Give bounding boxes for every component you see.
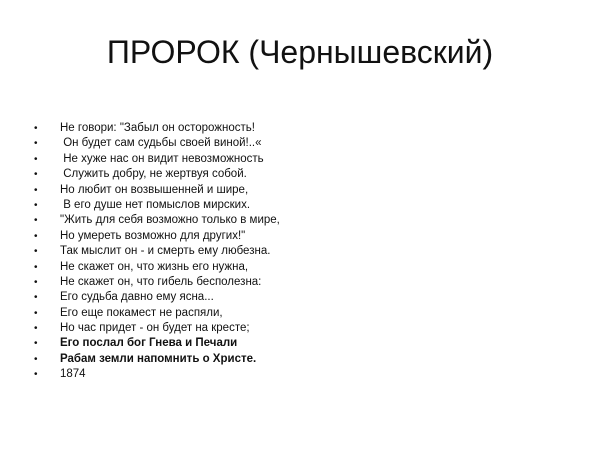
poem-line-text: Его еще покамест не распяли,: [60, 306, 223, 319]
poem-line: [34, 152, 574, 167]
bullet-icon: •: [34, 276, 38, 288]
poem-line: [34, 306, 574, 321]
poem-line: [34, 260, 574, 275]
bullet-icon: •: [34, 338, 38, 350]
poem-line: [34, 336, 574, 351]
bullet-icon: •: [34, 184, 38, 196]
poem-line-text: Рабам земли напомнить о Христе.: [60, 352, 257, 365]
bullet-icon: •: [34, 230, 38, 242]
poem-list: [34, 121, 574, 383]
poem-line-text: Его послал бог Гнева и Печали: [60, 337, 238, 350]
poem-line-text: Не говори: "Забыл он осторожность!: [60, 122, 255, 134]
poem-line-text: Но час придет - он будет на кресте;: [60, 322, 250, 335]
poem-line-text: Так мыслит он - и смерть ему любезна.: [60, 245, 271, 258]
poem-line-text: Но любит он возвышенней и шире,: [60, 183, 249, 196]
bullet-icon: •: [34, 215, 38, 227]
poem-line-text: Не скажет он, что жизнь его нужна,: [60, 260, 249, 273]
poem-line-text: Не скажет он, что гибель бесполезна:: [60, 275, 262, 288]
bullet-icon: •: [34, 169, 38, 181]
poem-line: [34, 198, 574, 213]
bullet-icon: •: [34, 323, 38, 335]
poem-line: [34, 352, 574, 367]
poem-year-text: 1874: [60, 368, 86, 381]
poem-line-text: Не хуже нас он видит невозможность: [60, 152, 264, 165]
poem-line: [34, 183, 574, 198]
poem-line-text: Служить добру, не жертвуя собой.: [60, 168, 247, 181]
poem-line-text: Его судьба давно ему ясна...: [60, 291, 214, 304]
bullet-icon: •: [34, 246, 38, 258]
poem-line-text: Он будет сам судьбы своей виной!..«: [60, 137, 262, 150]
poem-line: [34, 136, 574, 151]
poem-line: [34, 321, 574, 336]
bullet-icon: •: [34, 123, 38, 134]
poem-line: [34, 229, 574, 244]
poem-line: [34, 290, 574, 305]
poem-line: [34, 275, 574, 290]
bullet-icon: •: [34, 292, 38, 304]
bullet-icon: •: [34, 307, 38, 319]
bullet-icon: •: [34, 261, 38, 273]
poem-line: [34, 244, 574, 259]
poem-line-text: В его душе нет помыслов мирских.: [60, 198, 251, 211]
poem-line: [34, 213, 574, 228]
poem-line-text: "Жить для себя возможно только в мире,: [60, 214, 280, 227]
bullet-icon: •: [34, 138, 38, 150]
poem-line-text: Но умереть возможно для других!": [60, 229, 246, 242]
poem-year: [34, 367, 574, 382]
slide-title: ПРОРОК (Чернышевский): [106, 34, 494, 70]
bullet-icon: •: [34, 199, 38, 211]
bullet-icon: •: [34, 353, 38, 365]
poem-line: [34, 167, 574, 182]
bullet-icon: •: [34, 153, 38, 165]
poem-line: [34, 121, 574, 136]
bullet-icon: •: [34, 369, 38, 381]
